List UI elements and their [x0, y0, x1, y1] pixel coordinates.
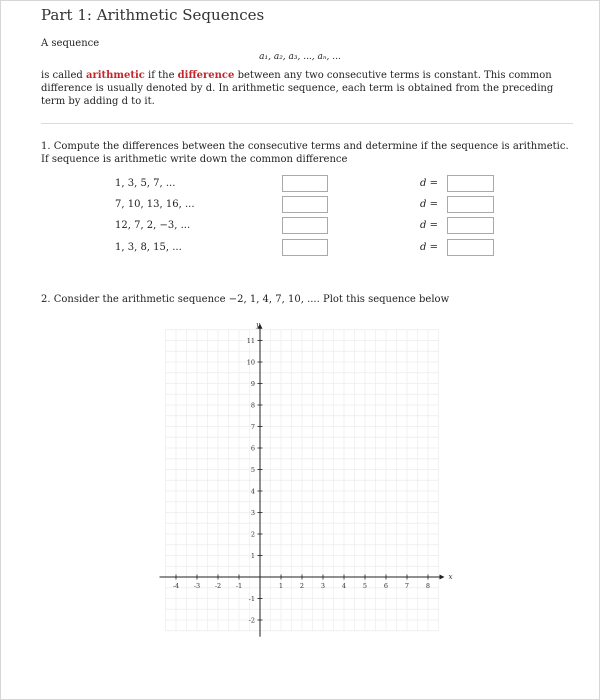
- y-tick-label: 10: [246, 358, 255, 367]
- y-tick-label: 9: [250, 380, 255, 388]
- page-title: Part 1: Arithmetic Sequences: [41, 6, 265, 24]
- intro-label: A sequence: [41, 38, 100, 49]
- d-symbol: d: [420, 178, 427, 189]
- question-1-text: 1. Compute the differences between the consecutive terms and determine if the sequence is arithmetic. If sequence is arithmetic write down the common difference: [41, 141, 569, 165]
- keyword-difference: difference: [177, 70, 235, 81]
- y-axis-label: y: [256, 320, 260, 329]
- x-tick-label: 6: [383, 582, 389, 590]
- d-equals: =: [426, 220, 438, 231]
- y-tick-label: 3: [250, 509, 255, 517]
- y-tick-label: 2: [250, 530, 255, 539]
- x-tick-label: 8: [425, 582, 431, 590]
- y-tick-label: 7: [250, 423, 255, 431]
- sequence-2-text: 7, 10, 13, 16, ...: [115, 199, 195, 210]
- x-tick-label: 5: [362, 582, 368, 590]
- x-tick-label: 2: [299, 582, 305, 590]
- y-tick-label: 6: [250, 444, 255, 453]
- definition-mid: if the: [144, 70, 178, 81]
- x-axis-arrow-icon: [440, 575, 445, 580]
- sequence-1-text: 1, 3, 5, 7, ...: [115, 178, 176, 189]
- definition-post: between any two consecutive terms is constant. This common difference is usually denoted by d. In arithmetic sequence, each term is obtained from the preceding term by adding d to it.: [41, 70, 554, 107]
- y-tick-label: -1: [248, 595, 255, 603]
- d-equals: =: [426, 178, 438, 189]
- definition-pre: is called: [41, 70, 86, 81]
- y-tick-label: 8: [250, 401, 255, 410]
- y-tick-label: 4: [250, 487, 255, 496]
- d-equals: =: [426, 199, 438, 210]
- x-tick-label: -4: [172, 582, 180, 590]
- sequence-3-text: 12, 7, 2, −3, ...: [115, 220, 191, 231]
- y-tick-label: 11: [246, 337, 255, 345]
- d-symbol: d: [420, 242, 427, 253]
- x-tick-label: 4: [341, 582, 347, 590]
- y-tick-label: 1: [250, 552, 255, 560]
- x-tick-label: -2: [214, 582, 222, 590]
- x-tick-label: -1: [235, 582, 243, 590]
- keyword-arithmetic: arithmetic: [85, 70, 145, 81]
- question-2-text: 2. Consider the arithmetic sequence −2, 1, 4, 7, 10, .... Plot this sequence below: [41, 294, 450, 305]
- d-symbol: d: [420, 199, 427, 210]
- x-tick-label: 3: [320, 582, 326, 590]
- y-tick-label: 5: [250, 466, 255, 474]
- sequence-notation: a₁, a₂, a₃, ..., aₙ, ...: [259, 52, 341, 62]
- x-axis-label: x: [448, 573, 453, 581]
- x-tick-label: 7: [404, 582, 410, 590]
- x-tick-label: 1: [278, 582, 284, 590]
- sequence-4-text: 1, 3, 8, 15, ...: [115, 242, 182, 253]
- d-equals: =: [426, 242, 438, 253]
- y-tick-label: -2: [248, 616, 255, 625]
- x-tick-label: -3: [193, 582, 201, 590]
- d-symbol: d: [420, 220, 427, 231]
